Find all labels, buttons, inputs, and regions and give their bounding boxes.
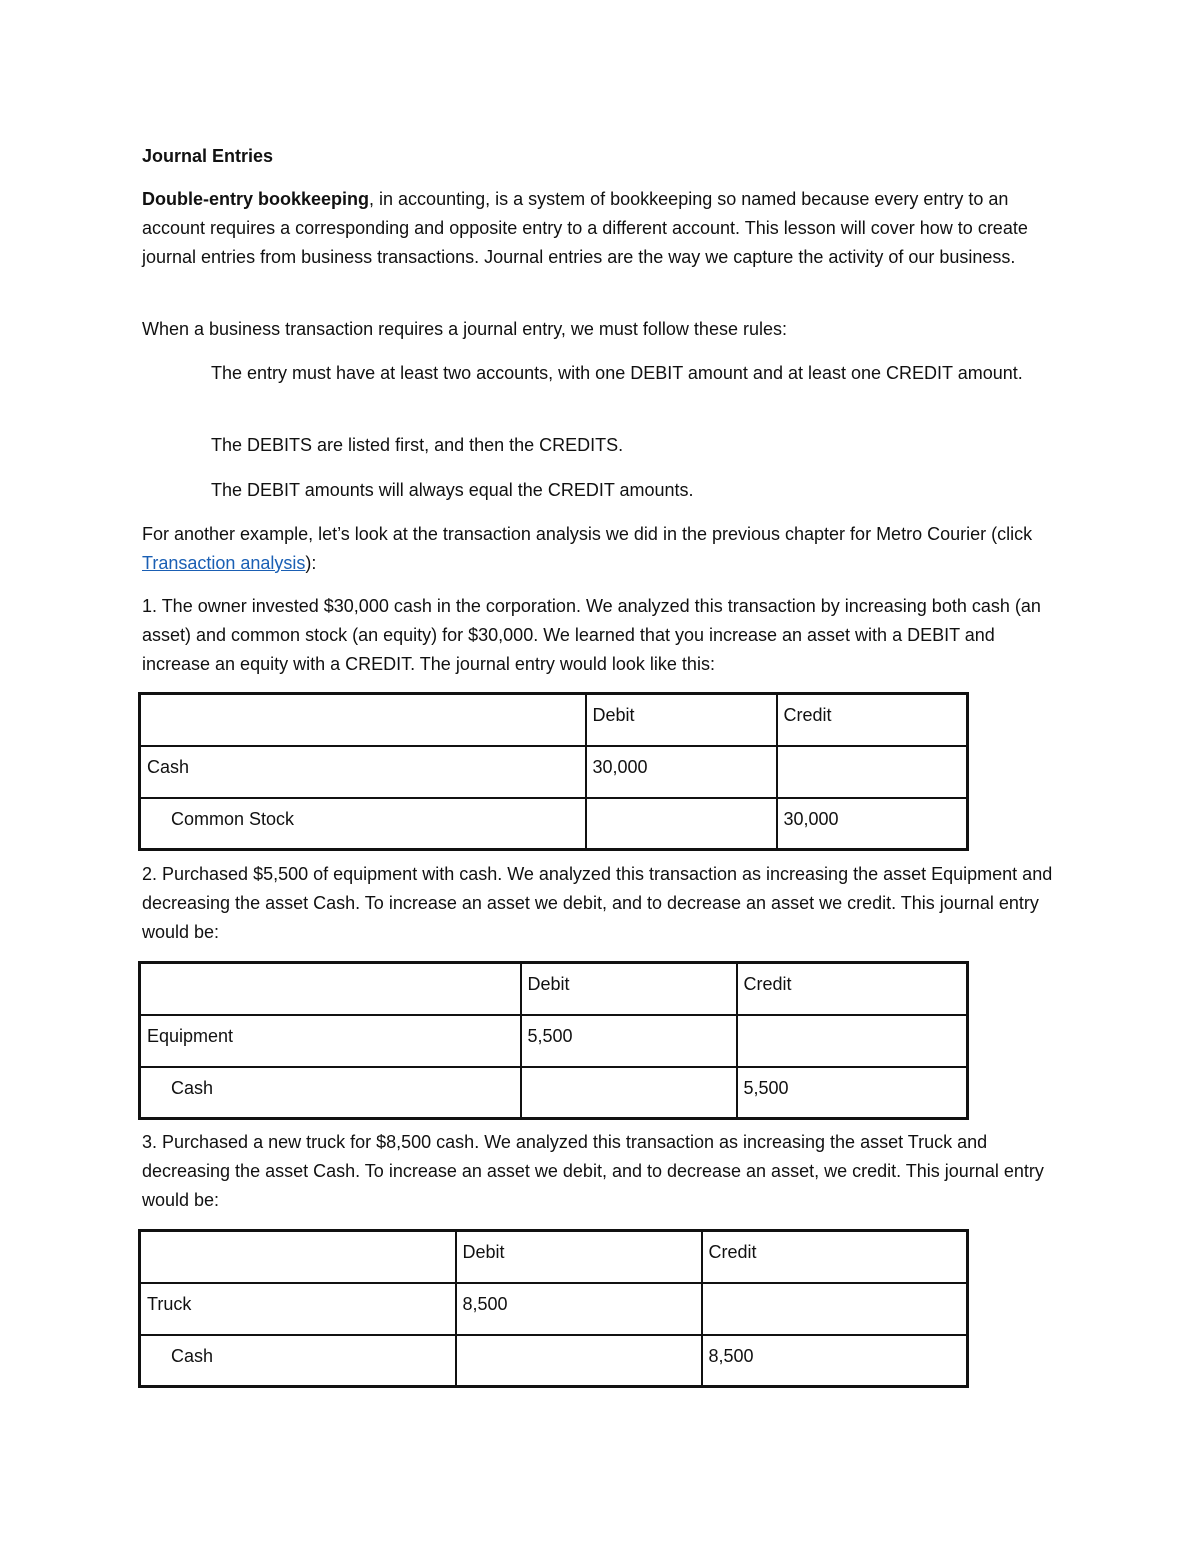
credit-cell <box>702 1283 968 1335</box>
header-cell-credit: Credit <box>737 963 968 1015</box>
rule-item: The DEBITS are listed first, and then the CREDITS. <box>211 435 624 455</box>
table-row <box>140 1067 968 1119</box>
table-header-row <box>140 963 968 1015</box>
header-cell-debit: Debit <box>521 963 737 1015</box>
table-row <box>140 1015 968 1067</box>
example-intro <box>142 520 1062 578</box>
header-cell-credit: Credit <box>702 1231 968 1283</box>
debit-cell: 30,000 <box>586 746 777 798</box>
account-cell: Equipment <box>140 1015 521 1067</box>
account-cell: Common Stock <box>140 798 586 850</box>
journal-entry-table-3 <box>138 1229 969 1388</box>
credit-cell <box>777 746 968 798</box>
table-header-row <box>140 1231 968 1283</box>
example-3-text: 3. Purchased a new truck for $8,500 cash. We analyzed this transaction as increasing the asset Truck and decreasing the asset Cash. To increase an asset we debit, and to decrease an asset, we credit. This journal entry would be: <box>142 1132 1044 1210</box>
credit-cell: 8,500 <box>702 1335 968 1387</box>
credit-cell <box>737 1015 968 1067</box>
debit-cell <box>586 798 777 850</box>
account-cell: Cash <box>140 746 586 798</box>
intro-bold-term: Double-entry bookkeeping <box>142 189 370 209</box>
debit-cell <box>456 1335 702 1387</box>
rules-intro: When a business transaction requires a journal entry, we must follow these rules: <box>142 319 787 339</box>
debit-cell: 8,500 <box>456 1283 702 1335</box>
header-cell-account <box>140 694 586 746</box>
transaction-analysis-link[interactable]: Transaction analysis <box>142 553 306 573</box>
table-row <box>140 1335 968 1387</box>
header-cell-account <box>140 963 521 1015</box>
table-row <box>140 746 968 798</box>
example-2-text: 2. Purchased $5,500 of equipment with cash. We analyzed this transaction as increasing the asset Equipment and decreasing the asset Cash. To increase an asset we debit, and to decrease an asset we credit. This journal entry would be: <box>142 864 1053 942</box>
header-cell-credit: Credit <box>777 694 968 746</box>
debit-cell: 5,500 <box>521 1015 737 1067</box>
rule-item: The DEBIT amounts will always equal the CREDIT amounts. <box>211 480 694 500</box>
table-header-row <box>140 694 968 746</box>
header-cell-account <box>140 1231 456 1283</box>
account-cell: Cash <box>140 1067 521 1119</box>
page-title: Journal Entries <box>142 146 274 166</box>
header-cell-debit: Debit <box>586 694 777 746</box>
account-cell: Cash <box>140 1335 456 1387</box>
credit-cell: 5,500 <box>737 1067 968 1119</box>
journal-entry-table-2 <box>138 961 969 1120</box>
debit-cell <box>521 1067 737 1119</box>
journal-entry-table-1 <box>138 692 969 851</box>
table-row <box>140 798 968 850</box>
table-row <box>140 1283 968 1335</box>
example-1-text: 1. The owner invested $30,000 cash in the corporation. We analyzed this transaction by increasing both cash (an asset) and common stock (an equity) for $30,000. We learned that you increase an asset with a DEBIT and increase an equity with a CREDIT. The journal entry would look like this: <box>142 596 1041 674</box>
example-intro-after: ): <box>305 553 317 573</box>
intro-paragraph <box>142 185 1062 272</box>
example-intro-before: For another example, let’s look at the transaction analysis we did in the previous chapter for Metro Courier (click <box>142 524 1033 544</box>
rule-item: The entry must have at least two accounts, with one DEBIT amount and at least one CREDIT amount. <box>211 363 1023 383</box>
account-cell: Truck <box>140 1283 456 1335</box>
intro-text: , in accounting, is a system of bookkeeping so named because every entry to an account requires a corresponding and opposite entry to a different account. This lesson will cover how to create journal entries from business transactions. Journal entries are the way we capture the activity of our business. <box>142 189 1028 267</box>
header-cell-debit: Debit <box>456 1231 702 1283</box>
credit-cell: 30,000 <box>777 798 968 850</box>
